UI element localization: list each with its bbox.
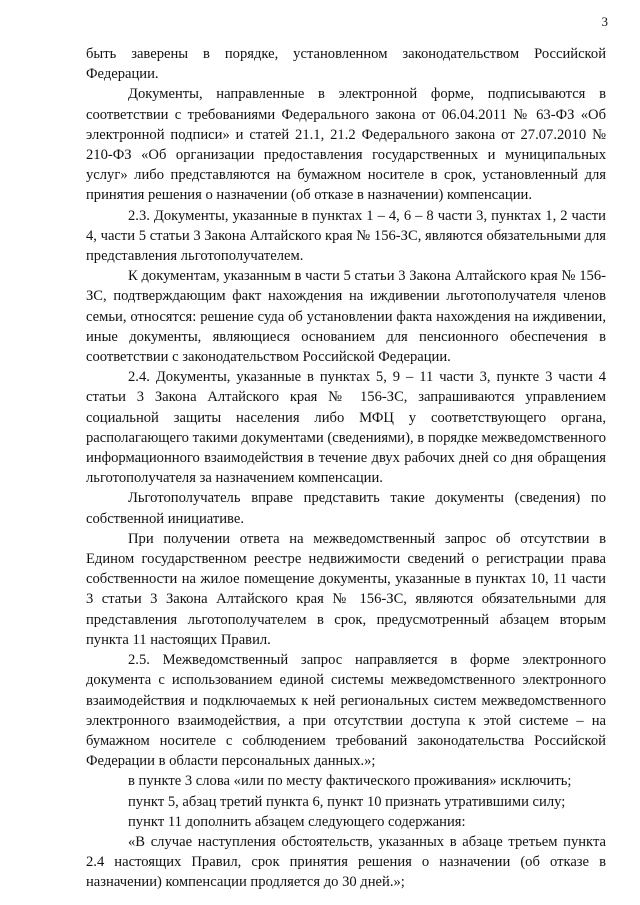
page-number: 3: [601, 14, 608, 29]
paragraph-continuation: быть заверены в порядке, установленном законодательством Российской Федерации.: [86, 46, 606, 83]
paragraph-point-11-addition: пункт 11 дополнить абзацем следующего содержания:: [128, 813, 466, 830]
paragraph-point-3-amendment: в пункте 3 слова «или по месту фактического проживания» исключить;: [128, 773, 572, 790]
paragraph-2-5: 2.5. Межведомственный запрос направляется в форме электронного документа с использованием единой системы межведомственного электронного взаимодействия и подключаемых к ней региональных систем межведомственного электронного взаимодействия, а при отсутствии доступа к этой системе – на бумажном носителе с соблюдением требований законодательства Российской Федерации в области персональных данных.»;: [86, 652, 606, 770]
paragraph-2-4: 2.4. Документы, указанные в пунктах 5, 9 – 11 части 3, пункте 3 части 4 статьи 3 Закона Алтайского края № 156-ЗС, запрашиваются управлением социальной защиты населения либо МФЦ у соответствующего органа, располагающего такими документами (сведениями), в порядке межведомственного информационного взаимодействия в течение двух рабочих дней со дня обращения льготополучателя за назначением компенсации.: [86, 369, 606, 487]
paragraph-dependents-documents: К документам, указанным в части 5 статьи 3 Закона Алтайского края № 156-ЗС, подтверждающим факт нахождения на иждивении льготополучателя членов семьи, относятся: решение суда об установлении факта нахождения на иждивении, иные документы, являющиеся основанием для пенсионного обеспечения в соответствии с законодательством Российской Федерации.: [86, 268, 606, 366]
paragraph-registry-response: При получении ответа на межведомственный запрос об отсутствии в Едином государственном реестре недвижимости сведений о регистрации права собственности на жилое помещение документы, указанные в пунктах 10, 11 части 3 статьи 3 Закона Алтайского края № 156-ЗС, являются обязательными для представления льготополучателем в срок, предусмотренный абзацем вторым пункта 11 настоящих Правил.: [86, 530, 606, 648]
paragraph-electronic-documents: Документы, направленные в электронной форме, подписываются в соответствии с требованиями Федерального закона от 06.04.2011 № 63-ФЗ «Об электронной подписи» и статей 21.1, 21.2 Федерального закона от 27.07.2010 № 210-ФЗ «Об организации предоставления государственных и муниципальных услуг» либо представляются на бумажном носителе в срок, установленный для принятия решения о назначении (об отказе в назначении) компенсации.: [86, 86, 606, 204]
paragraph-point-5-repeal: пункт 5, абзац третий пункта 6, пункт 10 признать утратившими силу;: [128, 793, 566, 810]
paragraph-new-text: «В случае наступления обстоятельств, указанных в абзаце третьем пункта 2.4 настоящих Правил, срок принятия решения о назначении (об отказе в назначении) компенсации продляется до 30 дней.»;: [86, 833, 606, 891]
paragraph-2-3: 2.3. Документы, указанные в пунктах 1 – 4, 6 – 8 части 3, пунктах 1, 2 части 4, части 5 статьи 3 Закона Алтайского края № 156-ЗС, являются обязательными для представления льготополучателем.: [86, 207, 606, 265]
paragraph-own-initiative: Льготополучатель вправе представить такие документы (сведения) по собственной инициативе.: [86, 490, 606, 527]
document-body: [86, 44, 606, 893]
